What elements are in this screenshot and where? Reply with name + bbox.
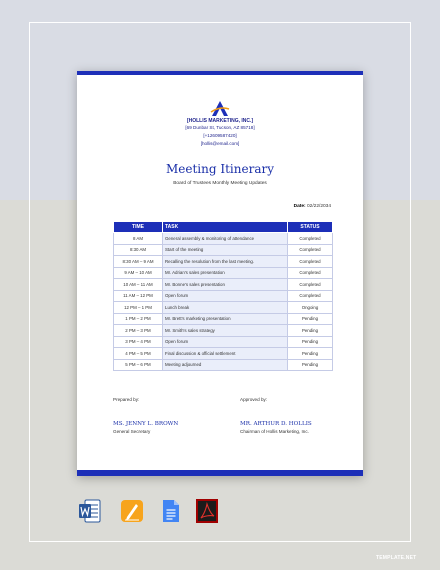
cell-status: Completed — [288, 267, 333, 279]
cell-status: Pending — [288, 348, 333, 360]
header-task: TASK — [163, 222, 288, 233]
cell-task: Open forum — [163, 336, 288, 348]
cell-status: Completed — [288, 256, 333, 268]
table-row — [114, 302, 333, 314]
cell-task: Start of the meeting — [163, 244, 288, 256]
cell-status: Pending — [288, 325, 333, 337]
table-row — [114, 290, 333, 302]
table-row — [114, 359, 333, 371]
cell-status: Pending — [288, 359, 333, 371]
cell-status: Completed — [288, 244, 333, 256]
company-email: [hollis@email.com] — [200, 141, 240, 146]
cell-task: Meeting adjourned — [163, 359, 288, 371]
approved-by-name: MR. ARTHUR D. HOLLIS — [240, 421, 312, 427]
schedule-table — [113, 221, 333, 371]
table-row — [114, 279, 333, 291]
date-value: 02/22/2034 — [306, 204, 331, 209]
cell-time: 8 AM — [114, 233, 163, 245]
prepared-by-role: General Secretary — [113, 429, 151, 434]
cell-task: Mr. Brett's marketing presentation — [163, 313, 288, 325]
brand-watermark: TEMPLATE.NET — [376, 555, 417, 561]
table-row — [114, 233, 333, 245]
approved-by-role: Chairman of Hollis Marketing, Inc. — [240, 429, 309, 434]
document-preview — [77, 71, 363, 476]
prepared-by-label: Prepared by: — [113, 397, 140, 402]
bottom-accent-bar — [77, 470, 363, 476]
cell-task: Recalling the resolution from the last meeting. — [163, 256, 288, 268]
document-date — [294, 204, 331, 209]
cell-time: 4 PM – 5 PM — [114, 348, 163, 360]
table-row — [114, 313, 333, 325]
table-row — [114, 267, 333, 279]
table-row — [114, 256, 333, 268]
company-phone: [+12609587420] — [203, 133, 237, 138]
prepared-by-name: MS. JENNY L. BROWN — [113, 421, 179, 427]
top-accent-bar — [77, 71, 363, 75]
google-docs-icon[interactable] — [160, 499, 182, 523]
cell-time: 10 AM – 11 AM — [114, 279, 163, 291]
header-time: TIME — [114, 222, 163, 233]
table-row — [114, 336, 333, 348]
cell-task: Mr. Bonne's sales presentation — [163, 279, 288, 291]
header-status: STATUS — [288, 222, 333, 233]
company-address: [69 Dunbar St, Tucson, AZ 85718] — [185, 125, 255, 130]
cell-status: Pending — [288, 313, 333, 325]
date-label: Date: — [293, 204, 306, 209]
cell-task: Final discussion & official settlement — [163, 348, 288, 360]
company-logo-icon — [210, 100, 230, 118]
cell-time: 1 PM – 2 PM — [114, 313, 163, 325]
format-icons — [79, 499, 229, 525]
company-name: [HOLLIS MARKETING, INC.] — [186, 118, 254, 124]
approved-by-label: Approved by: — [240, 397, 268, 402]
cell-time: 9 AM – 10 AM — [114, 267, 163, 279]
cell-time: 12 PM – 1 PM — [114, 302, 163, 314]
document-subtitle: Board of Trustees Monthly Meeting Updates — [173, 181, 267, 186]
table-header-row — [114, 222, 333, 233]
word-icon[interactable] — [79, 499, 101, 523]
cell-status: Completed — [288, 233, 333, 245]
document-title: Meeting Itinerary — [165, 162, 274, 176]
cell-time: 3 PM – 4 PM — [114, 336, 163, 348]
table-row — [114, 348, 333, 360]
cell-time: 5 PM – 6 PM — [114, 359, 163, 371]
cell-task: Mr. Smith's sales strategy — [163, 325, 288, 337]
table-row — [114, 325, 333, 337]
cell-status: Completed — [288, 290, 333, 302]
cell-time: 8:30 AM — [114, 244, 163, 256]
cell-time: 2 PM – 3 PM — [114, 325, 163, 337]
cell-time: 8:30 AM – 9 AM — [114, 256, 163, 268]
cell-status: Completed — [288, 279, 333, 291]
cell-task: Lunch break — [163, 302, 288, 314]
pages-icon[interactable] — [121, 499, 143, 523]
pdf-icon[interactable] — [196, 499, 218, 523]
cell-task: Mr. Adrian's sales presentation — [163, 267, 288, 279]
cell-time: 11 AM – 12 PM — [114, 290, 163, 302]
cell-task: General assembly & monitoring of attendance — [163, 233, 288, 245]
cell-status: Ongoing — [288, 302, 333, 314]
cell-status: Pending — [288, 336, 333, 348]
cell-task: Open forum — [163, 290, 288, 302]
table-row — [114, 244, 333, 256]
